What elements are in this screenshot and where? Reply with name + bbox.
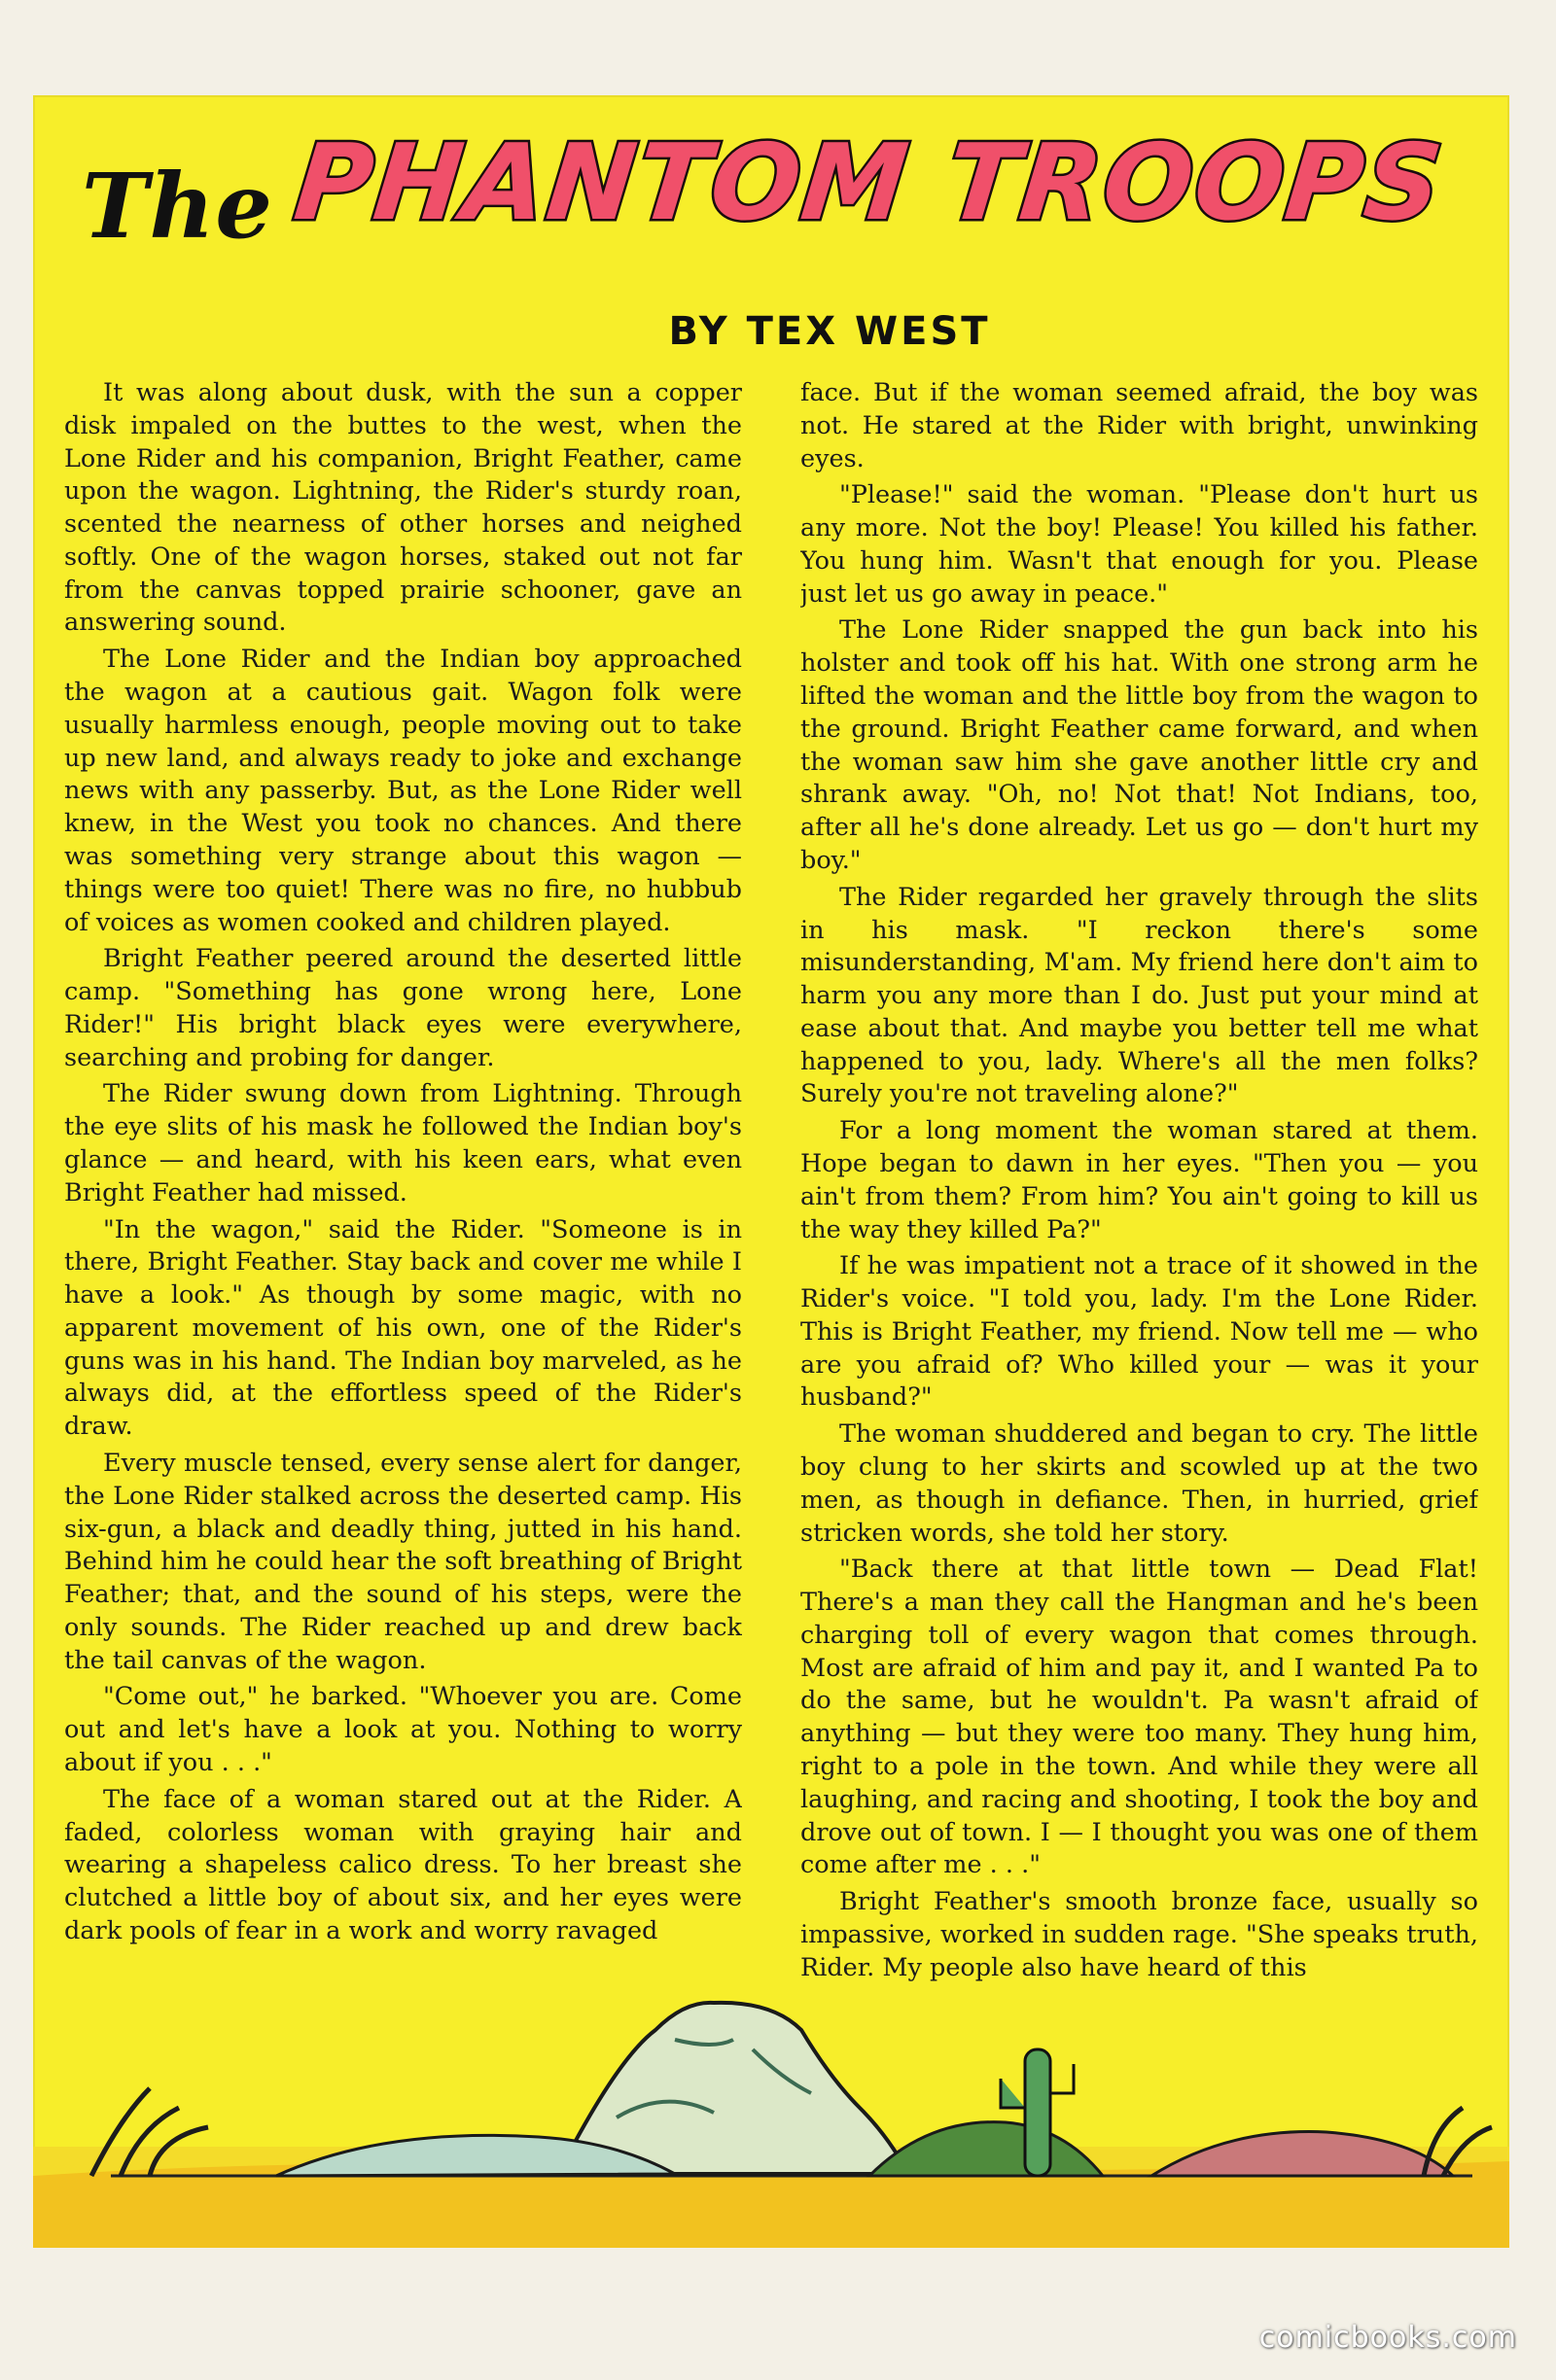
paragraph: The Rider regarded her gravely through the slits in his mask. "I reckon there's some misunderstanding, M'am. My friend here don't aim to harm you any more than I do. Just put your mind at ease about that. And maybe you better tell me what happened to you, lady. Where's all the men folks? Surely you're not traveling alone?" [800,882,1478,1109]
column-left [64,377,742,2088]
watermark: comicbooks.com [1258,2321,1517,2355]
paragraph: It was along about dusk, with the sun a copper disk impaled on the buttes to the west, when the Lone Rider and his companion, Bright Feather, came upon the wagon. Lightning, the Rider's sturdy roan, scented the nearness of other horses and neighed softly. One of the wagon horses, staked out not far from the canvas topped prairie schooner, gave an answering sound. [64,378,742,638]
paragraph: face. But if the woman seemed afraid, the boy was not. He stared at the Rider with bright, unwinking eyes. [800,378,1478,473]
paragraph: The Lone Rider snapped the gun back into his holster and took off his hat. With one strong arm he lifted the woman and the little boy from the wagon to the ground. Bright Feather came forward, and when the woman saw him she gave another little cry and shrank away. "Oh, no! Not that! Not Indians, too, after all he's done already. Let us go — don't hurt my boy." [800,615,1478,875]
paragraph: "In the wagon," said the Rider. "Someone is in there, Bright Feather. Stay back and cover me while I have a look." As though by some magic, with no apparent movement of his own, one of the Rider's guns was in his hand. The Indian boy marveled, as he always did, at the effortless speed of the Rider's draw. [64,1214,742,1442]
desert-landscape-illustration [33,1884,1509,2248]
paragraph: The woman shuddered and began to cry. The little boy clung to her skirts and scowled up at the two men, as though in defiance. Then, in hurried, grief stricken words, she told her story. [800,1419,1478,1548]
paragraph: For a long moment the woman stared at them. Hope began to dawn in her eyes. "Then you — you ain't from them? From him? You ain't going to kill us the way they killed Pa?" [800,1116,1478,1244]
story-title: PHANTOM TROOPS [289,122,1450,244]
title-block [82,113,1463,268]
paragraph: Bright Feather peered around the deserted little camp. "Something has gone wrong here, Lone Rider!" His bright black eyes were everywhere, searching and probing for danger. [64,944,742,1072]
paragraph: The Rider swung down from Lightning. Through the eye slits of his mask he followed the Indian boy's glance — and heard, with his keen ears, what even Bright Feather had missed. [64,1079,742,1208]
byline: BY TEX WEST [668,309,991,354]
story-columns [64,377,1478,2088]
paragraph: The face of a woman stared out at the Rider. A faded, colorless woman with graying hair and wearing a shapeless calico dress. To her breast she clutched a little boy of about six, and her eyes were dark pools of fear in a work and worry ravaged [64,1784,742,1945]
paragraph: "Please!" said the woman. "Please don't hurt us any more. Not the boy! Please! You killed his father. You hung him. Wasn't that enough for you. Please just let us go away in peace." [800,480,1478,609]
paragraph: The Lone Rider and the Indian boy approached the wagon at a cautious gait. Wagon folk were usually harmless enough, people moving out to take up new land, and always ready to joke and exchange news with any passerby. But, as the Lone Rider well knew, in the West you took no chances. And there was something very strange about this wagon — things were too quiet! There was no fire, no hubbub of voices as women cooked and children played. [64,645,742,937]
paragraph: "Back there at that little town — Dead Flat! There's a man they call the Hangman and he's been charging toll of every wagon that comes through. Most are afraid of him and pay it, and I wanted Pa to do the same, but he wouldn't. Pa wasn't afraid of anything — but they were too many. They hung him, right to a pole in the town. And while they were all laughing, and racing and shooting, I took the boy and drove out of town. I — I thought you was one of them come after me . . ." [800,1555,1478,1880]
paragraph: If he was impatient not a trace of it showed in the Rider's voice. "I told you, lady. I'm the Lone Rider. This is Bright Feather, my friend. Now tell me — who are you afraid of? Who killed your — was it your husband?" [800,1251,1478,1413]
paragraph: Bright Feather's smooth bronze face, usually so impassive, worked in sudden rage. "She speaks truth, Rider. My people also have heard of this [800,1887,1478,1982]
paragraph: Every muscle tensed, every sense alert for danger, the Lone Rider stalked across the deserted camp. His six-gun, a black and deadly thing, jutted in his hand. Behind him he could hear the soft breathing of Bright Feather; that, and the sound of his steps, were the only sounds. The Rider reached up and drew back the tail canvas of the wagon. [64,1449,742,1675]
paragraph: "Come out," he barked. "Whoever you are. Come out and let's have a look at you. Nothing to worry about if you . . ." [64,1682,742,1778]
column-right [800,377,1478,2088]
title-prefix: The [82,154,273,259]
story-page [33,95,1509,2248]
